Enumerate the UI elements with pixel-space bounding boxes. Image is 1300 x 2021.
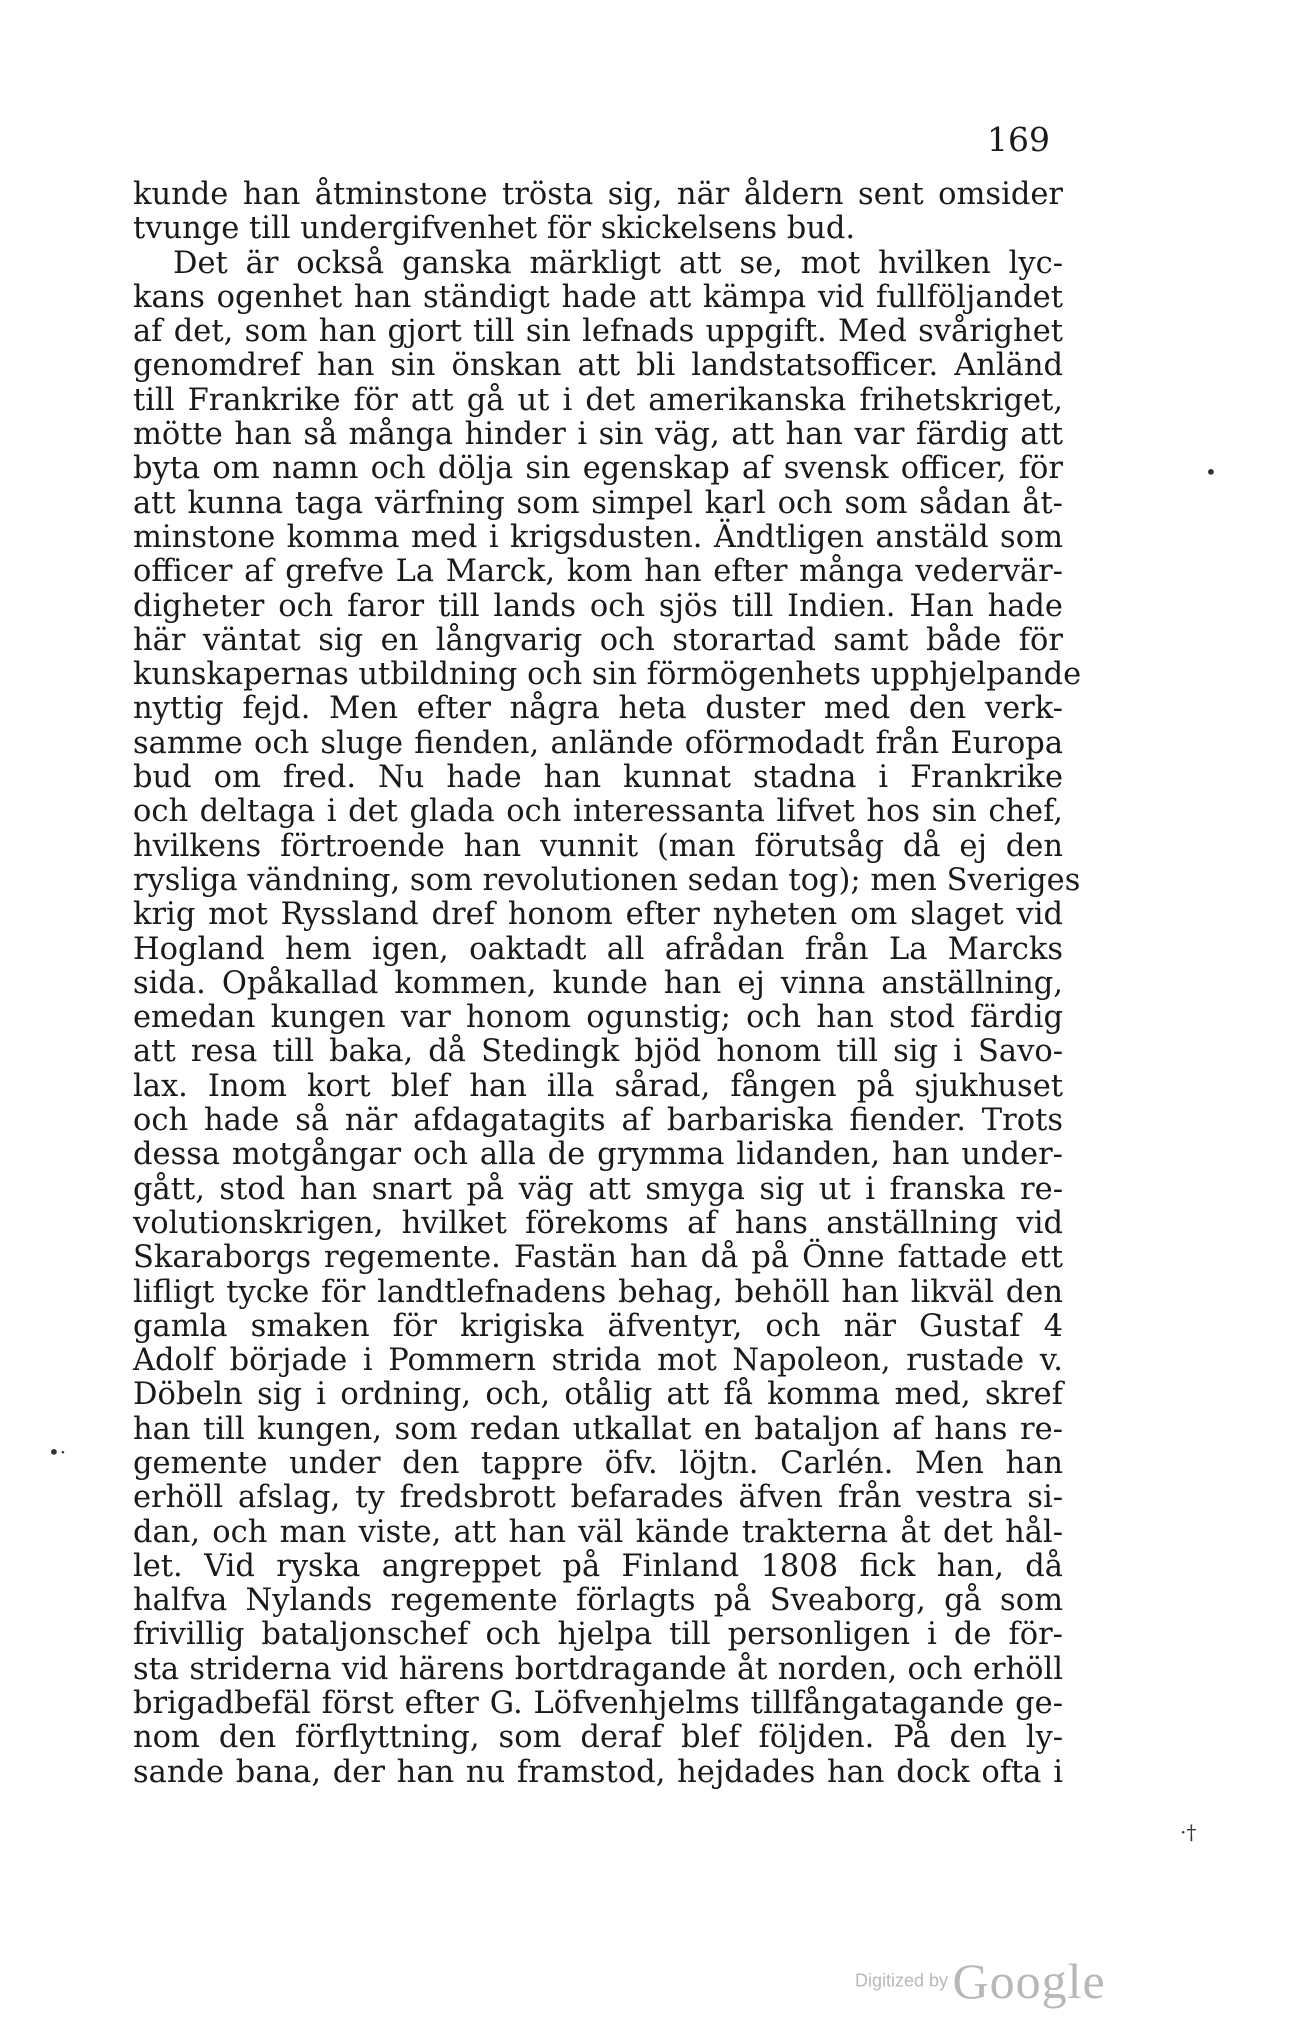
text-line: lifligt tycke för landtlefnadens behag, behöll han likväl den xyxy=(133,1274,1063,1310)
text-line: emedan kungen var honom ogunstig; och han stod färdig xyxy=(133,1000,1063,1036)
text-line: halfva Nylands regemente förlagts på Sveaborg, gå som xyxy=(133,1583,1063,1619)
text-line: kunskapernas utbildning och sin förmögenhets upphjelpande xyxy=(133,657,1082,693)
watermark-brand: Google xyxy=(952,1953,1106,2009)
page-number: 169 xyxy=(987,120,1050,159)
text-line: sande bana, der han nu framstod, hejdades han dock ofta i xyxy=(133,1754,1063,1790)
text-line: han till kungen, som redan utkallat en bataljon af hans re- xyxy=(133,1411,1063,1447)
text-line: mötte han så många hinder i sin väg, att han var färdig att xyxy=(133,417,1063,453)
text-line: krig mot Ryssland dref honom efter nyheten om slaget vid xyxy=(133,897,1063,933)
margin-dot-icon: • xyxy=(1205,460,1217,484)
text-line: frivillig bataljonschef och hjelpa till personligen i de för- xyxy=(133,1617,1063,1653)
text-line: till Frankrike för att gå ut i det amerikanska frihetskriget, xyxy=(133,382,1063,418)
text-line: gamla smaken för krigiska äfventyr, och när Gustaf 4 xyxy=(133,1308,1063,1344)
text-line: Skaraborgs regemente. Fastän han då på Önne fattade ett xyxy=(133,1240,1063,1276)
text-line: officer af grefve La Marck, kom han efter många vedervär- xyxy=(133,554,1063,590)
text-line: sta striderna vid härens bortdragande åt norden, och erhöll xyxy=(133,1651,1063,1687)
text-line: volutionskrigen, hvilket förekoms af hans anställning vid xyxy=(133,1205,1063,1241)
text-line: let. Vid ryska angreppet på Finland 1808 fick han, då xyxy=(133,1548,1063,1584)
text-line: byta om namn och dölja sin egenskap af svensk officer, för xyxy=(133,451,1063,487)
text-line: tvunge till undergifvenhet för skickelsens bud. xyxy=(133,211,856,247)
text-line: och deltaga i det glada och interessanta lifvet hos sin chef, xyxy=(133,794,1063,830)
text-line: kunde han åtminstone trösta sig, när åldern sent omsider xyxy=(133,177,1063,212)
text-line: hvilkens förtroende han vunnit (man förutsåg då ej den xyxy=(133,828,1063,864)
text-line: gemente under den tappre öfv. löjtn. Carlén. Men han xyxy=(133,1445,1063,1481)
text-line: att resa till baka, då Stedingk bjöd honom till sig i Savo- xyxy=(133,1034,1063,1070)
text-line: minstone komma med i krigsdusten. Ändtligen anstäld som xyxy=(133,519,1063,555)
text-line: brigadbefäl först efter G. Löfvenhjelms tillfångatagande ge- xyxy=(133,1686,1063,1722)
text-line: digheter och faror till lands och sjös till Indien. Han hade xyxy=(133,588,1063,624)
text-line: och hade så när afdagatagits af barbariska fiender. Trots xyxy=(133,1103,1063,1139)
text-line: nom den förflyttning, som deraf blef följden. På den ly- xyxy=(133,1720,1063,1756)
text-line: rysliga vändning, som revolutionen sedan tog); men Sveriges xyxy=(133,862,1081,898)
text-line: Adolf började i Pommern strida mot Napoleon, rustade v. xyxy=(133,1343,1063,1379)
text-line: dan, och man viste, att han väl kände trakterna åt det hål- xyxy=(133,1514,1063,1550)
text-line: erhöll afslag, ty fredsbrott befarades äfven från vestra si- xyxy=(133,1480,1063,1516)
body-text xyxy=(133,177,1082,1790)
text-line: Döbeln sig i ordning, och, otålig att få komma med, skref xyxy=(133,1377,1063,1413)
text-line: dessa motgångar och alla de grymma lidanden, han under- xyxy=(133,1137,1063,1173)
watermark-prefix: Digitized by xyxy=(855,1970,949,1991)
digitized-watermark xyxy=(855,1952,1106,2010)
text-line: att kunna taga värfning som simpel karl och som sådan åt- xyxy=(133,485,1063,521)
text-line: Det är också ganska märkligt att se, mot hvilken lyc- xyxy=(173,245,1063,281)
margin-speck-icon: ·† xyxy=(1180,1820,1197,1844)
text-line: genomdref han sin önskan att bli landstatsofficer. Anländ xyxy=(133,348,1063,384)
margin-dots-icon: •· xyxy=(48,1440,67,1464)
text-line: här väntat sig en långvarig och storartad samt både för xyxy=(133,622,1063,658)
text-line: samme och sluge fienden, anlände oförmodadt från Europa xyxy=(133,725,1063,761)
text-line: bud om fred. Nu hade han kunnat stadna i Frankrike xyxy=(133,760,1063,796)
text-line: kans ogenhet han ständigt hade att kämpa vid fullföljandet xyxy=(133,279,1063,315)
text-line: lax. Inom kort blef han illa sårad, fången på sjukhuset xyxy=(133,1068,1063,1104)
text-line: sida. Opåkallad kommen, kunde han ej vinna anställning, xyxy=(133,965,1063,1001)
text-line: gått, stod han snart på väg att smyga sig ut i franska re- xyxy=(133,1171,1063,1207)
text-line: nyttig fejd. Men efter några heta duster med den verk- xyxy=(133,691,1063,727)
text-line: Hogland hem igen, oaktadt all afrådan från La Marcks xyxy=(133,931,1063,967)
text-line: af det, som han gjort till sin lefnads uppgift. Med svårighet xyxy=(133,314,1063,350)
